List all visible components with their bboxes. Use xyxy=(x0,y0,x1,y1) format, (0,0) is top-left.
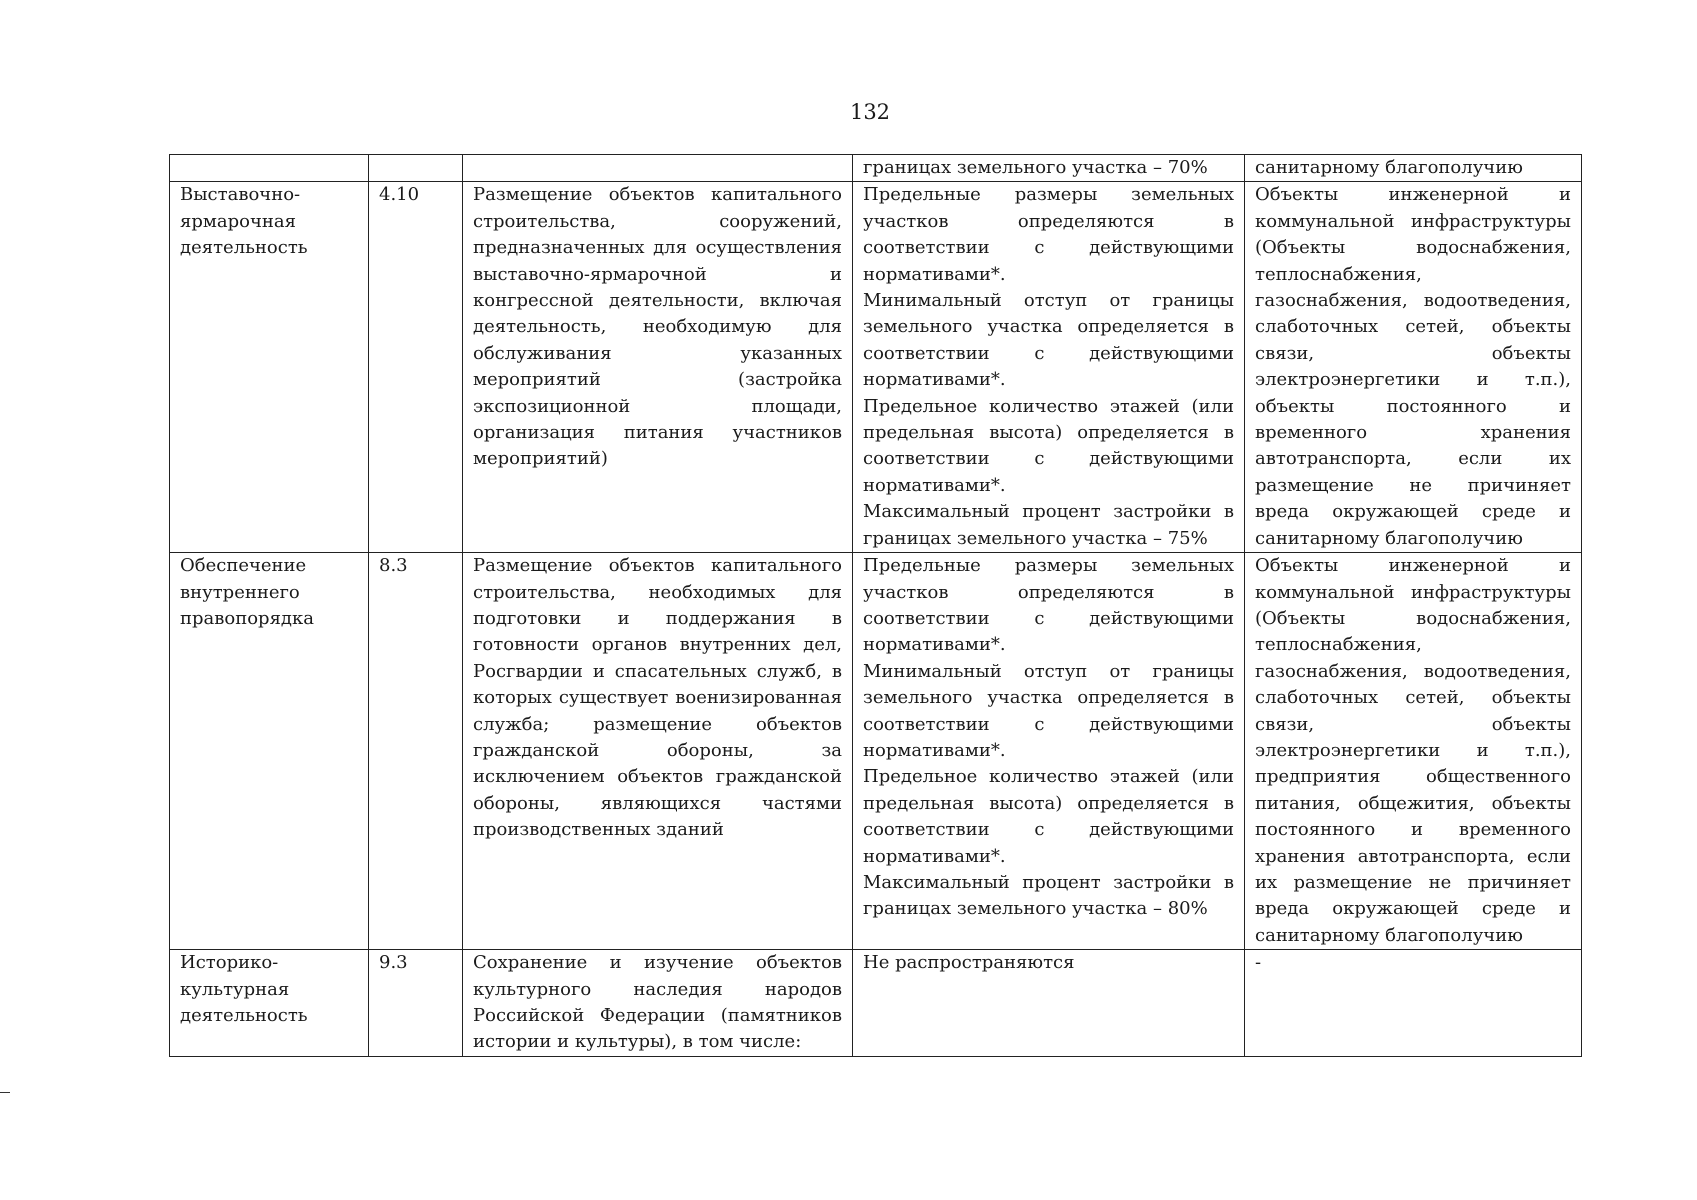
param-line: Максимальный процент застройки в границах земельного участка – 80% xyxy=(863,871,1234,920)
param-line: Не распространяются xyxy=(863,952,1075,974)
param-line: Предельные размеры земельных участков определяются в соответствии с действующими нормативами*. xyxy=(863,555,1234,656)
cell-aux xyxy=(1245,950,1582,1057)
cell-name: Историко-культурная деятельность xyxy=(170,950,369,1057)
param-line: Предельное количество этажей (или предельная высота) определяется в соответствии с действующими нормативами*. xyxy=(863,766,1234,867)
cell-code: 4.10 xyxy=(369,182,463,553)
cell-code: 8.3 xyxy=(369,553,463,950)
cell-description xyxy=(463,155,853,182)
cell-params xyxy=(853,950,1245,1057)
table-row xyxy=(170,950,1582,1057)
param-line: Минимальный отступ от границы земельного участка определяется в соответствии с действующими нормативами*. xyxy=(863,660,1234,761)
cell-description: Размещение объектов капитального строительства, необходимых для подготовки и поддержания в готовности органов внутренних дел, Росгвардии и спасательных служб, в которых существует военизированная служба; размещение объектов гражданской обороны, за исключением объектов гражданской обороны, являющихся частями производственных зданий xyxy=(463,553,853,950)
cell-aux: санитарному благополучию xyxy=(1245,155,1582,182)
empty-dash: - xyxy=(1255,952,1262,974)
cell-params xyxy=(853,553,1245,950)
cell-name xyxy=(170,155,369,182)
cell-name: Выставочно-ярмарочная деятельность xyxy=(170,182,369,553)
table-row xyxy=(170,553,1582,950)
edge-mark xyxy=(0,1092,10,1093)
param-line: Предельные размеры земельных участков определяются в соответствии с действующими нормативами*. xyxy=(863,184,1234,285)
table-row xyxy=(170,182,1582,553)
table-row-continuation xyxy=(170,155,1582,182)
cell-name: Обеспечение внутреннего правопорядка xyxy=(170,553,369,950)
param-line: Минимальный отступ от границы земельного участка определяется в соответствии с действующими нормативами*. xyxy=(863,290,1234,391)
page-number: 132 xyxy=(849,100,891,124)
cell-params xyxy=(853,182,1245,553)
cell-description: Размещение объектов капитального строительства, сооружений, предназначенных для осуществления выставочно-ярмарочной и конгрессной деятельности, включая деятельность, необходимую для обслуживания указанных мероприятий (застройка экспозиционной площади, организация питания участников мероприятий) xyxy=(463,182,853,553)
cell-aux: Объекты инженерной и коммунальной инфраструктуры (Объекты водоснабжения, теплоснабжения, газоснабжения, водоотведения, слаботочных сетей, объекты связи, объекты электроэнергетики и т.п.), предприятия общественного питания, общежития, объекты постоянного и временного хранения автотранспорта, если их размещение не причиняет вреда окружающей среде и санитарному благополучию xyxy=(1245,553,1582,950)
cell-params: границах земельного участка – 70% xyxy=(853,155,1245,182)
zoning-table xyxy=(169,154,1582,1057)
param-line: Предельное количество этажей (или предельная высота) определяется в соответствии с действующими нормативами*. xyxy=(863,395,1234,496)
param-line: Максимальный процент застройки в границах земельного участка – 75% xyxy=(863,501,1234,549)
cell-aux: Объекты инженерной и коммунальной инфраструктуры (Объекты водоснабжения, теплоснабжения, газоснабжения, водоотведения, слаботочных сетей, объекты связи, объекты электроэнергетики и т.п.), объекты постоянного и временного хранения автотранспорта, если их размещение не причиняет вреда окружающей среде и санитарному благополучию xyxy=(1245,182,1582,553)
cell-code xyxy=(369,155,463,182)
cell-code: 9.3 xyxy=(369,950,463,1057)
cell-description: Сохранение и изучение объектов культурного наследия народов Российской Федерации (памятников истории и культуры), в том числе: xyxy=(463,950,853,1057)
